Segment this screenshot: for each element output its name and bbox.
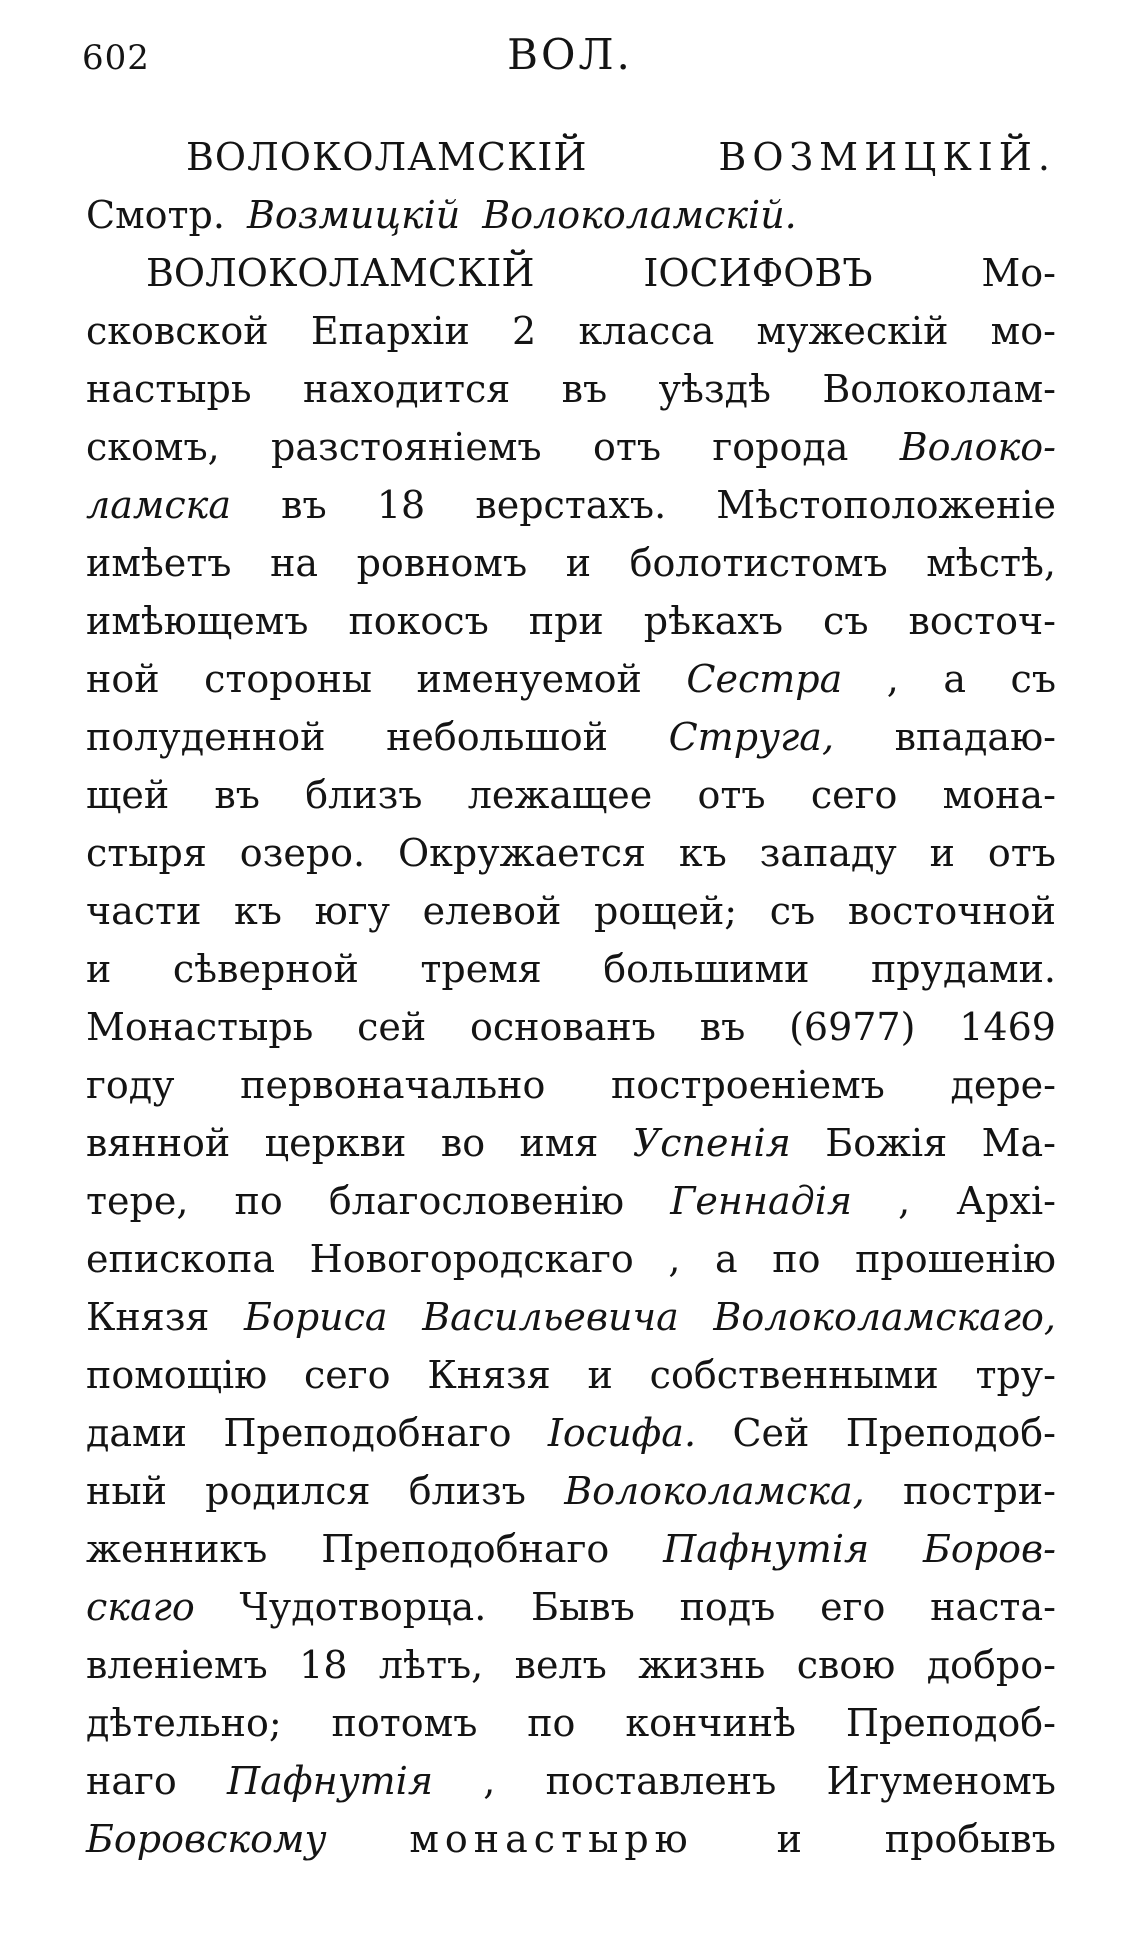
word: наста- xyxy=(930,1585,1056,1629)
entry-iosifov xyxy=(86,244,1056,1868)
word: разстояніемъ xyxy=(271,425,542,469)
word: Мо- xyxy=(981,251,1056,295)
word: сего xyxy=(304,1353,391,1397)
word: а xyxy=(715,1237,738,1281)
word: близъ xyxy=(305,773,423,817)
word: Преподоб- xyxy=(845,1701,1056,1745)
cross-reference-target-second: Волоколамскій. xyxy=(482,193,797,237)
text-line xyxy=(86,1288,1056,1346)
word: епископа xyxy=(86,1237,276,1281)
word: (6977) xyxy=(789,1005,916,1049)
word: класса xyxy=(578,309,715,353)
word: озеро. xyxy=(239,831,366,875)
word: лѣтъ, xyxy=(378,1643,484,1687)
text-line xyxy=(86,1462,1056,1520)
word: щей xyxy=(86,773,170,817)
word: жизнь xyxy=(638,1643,766,1687)
entry-headword-second: ВОЗМИЦКІЙ. xyxy=(718,135,1056,179)
word: съ xyxy=(823,599,869,643)
word: дере- xyxy=(950,1063,1056,1107)
word: 2 xyxy=(512,309,537,353)
word: Игуменомъ xyxy=(826,1759,1056,1803)
word: Монастырь xyxy=(86,1005,314,1049)
word: его xyxy=(820,1585,886,1629)
text-line xyxy=(86,534,1056,592)
italic-word: Боров- xyxy=(923,1527,1056,1571)
word: по xyxy=(772,1237,821,1281)
text-line xyxy=(86,360,1056,418)
word: потомъ xyxy=(331,1701,478,1745)
word: тере, xyxy=(86,1179,189,1223)
word: сей xyxy=(357,1005,427,1049)
page-header xyxy=(0,30,1140,90)
word: съ xyxy=(769,889,816,933)
word: 18 xyxy=(376,483,426,527)
word: восточ- xyxy=(908,599,1056,643)
word: сковской xyxy=(86,309,269,353)
word: ровномъ xyxy=(356,541,528,585)
text-line xyxy=(86,244,1056,302)
word: вянной xyxy=(86,1121,231,1165)
word: помощію xyxy=(86,1353,268,1397)
word: впадаю- xyxy=(894,715,1056,759)
word: по xyxy=(527,1701,576,1745)
word: именуемой xyxy=(416,657,642,701)
word: Преподобнаго xyxy=(223,1411,512,1455)
word: верстахъ. xyxy=(475,483,667,527)
word: родился xyxy=(205,1469,371,1513)
word: къ xyxy=(678,831,727,875)
word: Князя xyxy=(86,1295,210,1339)
word: на xyxy=(270,541,319,585)
word: построеніемъ xyxy=(610,1063,885,1107)
text-line xyxy=(86,418,1056,476)
word: ной xyxy=(86,657,160,701)
word: къ xyxy=(234,889,282,933)
text-line xyxy=(86,592,1056,650)
word: Божія xyxy=(825,1121,948,1165)
word: отъ xyxy=(987,831,1056,875)
page-number: 602 xyxy=(82,38,150,78)
word: подъ xyxy=(679,1585,776,1629)
text-line xyxy=(86,1404,1056,1462)
text-line xyxy=(86,940,1056,998)
italic-word: Боровскому xyxy=(86,1817,327,1861)
see-label: Смотр. xyxy=(86,193,225,237)
word: ный xyxy=(86,1469,167,1513)
word: дами xyxy=(86,1411,187,1455)
italic-word: Іосифа. xyxy=(547,1411,697,1455)
text-line xyxy=(86,708,1056,766)
word: болотистомъ xyxy=(629,541,888,585)
word: Князя xyxy=(427,1353,551,1397)
word: во xyxy=(440,1121,486,1165)
word: полуденной xyxy=(86,715,326,759)
word: постри- xyxy=(902,1469,1056,1513)
text-line xyxy=(86,766,1056,824)
word: находится xyxy=(302,367,511,411)
word: прудами. xyxy=(870,947,1056,991)
text-line xyxy=(86,882,1056,940)
word: Мѣстоположеніе xyxy=(716,483,1056,527)
word: 18 xyxy=(299,1643,348,1687)
word: при xyxy=(528,599,604,643)
word: рѣкахъ xyxy=(643,599,784,643)
text-line xyxy=(86,1230,1056,1288)
word: году xyxy=(86,1063,175,1107)
page-body xyxy=(86,128,1056,1868)
entry-heading-line xyxy=(86,128,1056,186)
word: , xyxy=(898,1179,911,1223)
word: наго xyxy=(86,1759,177,1803)
word: скомъ, xyxy=(86,425,220,469)
word: , xyxy=(668,1237,681,1281)
italic-word: Успенія xyxy=(632,1121,791,1165)
word: и xyxy=(565,541,592,585)
word: настырь xyxy=(86,367,252,411)
word: , xyxy=(886,657,899,701)
word: отъ xyxy=(697,773,766,817)
italic-word: Сестра xyxy=(686,657,843,701)
word: добро- xyxy=(926,1643,1056,1687)
cross-reference-line xyxy=(86,186,1056,244)
word: Бывъ xyxy=(531,1585,635,1629)
word: сего xyxy=(810,773,898,817)
italic-word: Струга, xyxy=(668,715,835,759)
italic-word: ламска xyxy=(86,483,231,527)
word: женникъ xyxy=(86,1527,268,1571)
word: Волоколам- xyxy=(822,367,1056,411)
cross-reference-target: Возмицкій xyxy=(246,193,461,237)
italic-word: Бориса xyxy=(244,1295,388,1339)
entry-headword: ВОЛОКОЛАМСКІЙ xyxy=(186,135,588,179)
word: монастырю xyxy=(409,1817,694,1861)
word: ВОЛОКОЛАМСКІЙ xyxy=(146,251,535,295)
text-line xyxy=(86,476,1056,534)
word: кончинѣ xyxy=(625,1701,796,1745)
word: уѣздѣ xyxy=(658,367,771,411)
word: восточной xyxy=(847,889,1056,933)
word: Преподобнаго xyxy=(321,1527,610,1571)
word: мо- xyxy=(990,309,1056,353)
text-line xyxy=(86,302,1056,360)
word: Окружается xyxy=(397,831,646,875)
word: Архі- xyxy=(956,1179,1056,1223)
text-line xyxy=(86,998,1056,1056)
word: лежащее xyxy=(467,773,653,817)
word: 1469 xyxy=(959,1005,1056,1049)
word: и xyxy=(776,1817,802,1861)
word: мужескій xyxy=(756,309,949,353)
word: мѣстѣ, xyxy=(926,541,1056,585)
text-line xyxy=(86,1694,1056,1752)
word: города xyxy=(712,425,849,469)
word: въ xyxy=(214,773,260,817)
text-line xyxy=(86,1346,1056,1404)
word: Чудотворца. xyxy=(239,1585,487,1629)
word: рощей; xyxy=(593,889,738,933)
word: по xyxy=(234,1179,283,1223)
word: а xyxy=(943,657,967,701)
word: прошенію xyxy=(855,1237,1056,1281)
word: ІОСИФОВЪ xyxy=(643,251,873,295)
word: въ xyxy=(561,367,608,411)
word: , xyxy=(483,1759,496,1803)
word: Новогородскаго xyxy=(309,1237,634,1281)
italic-word: скаго xyxy=(86,1585,195,1629)
word: дѣтельно; xyxy=(86,1701,282,1745)
italic-word: Волоколамскаго, xyxy=(713,1295,1056,1339)
word: имя xyxy=(519,1121,599,1165)
word: въ xyxy=(281,483,327,527)
italic-word: Пафнутія xyxy=(663,1527,870,1571)
text-line xyxy=(86,1752,1056,1810)
word: свою xyxy=(796,1643,896,1687)
word: отъ xyxy=(592,425,662,469)
word: церкви xyxy=(264,1121,407,1165)
word: собственными xyxy=(649,1353,939,1397)
word: Ма- xyxy=(981,1121,1056,1165)
text-line xyxy=(86,1520,1056,1578)
text-line xyxy=(86,1578,1056,1636)
italic-word: Геннадія xyxy=(670,1179,853,1223)
word: Сей xyxy=(732,1411,810,1455)
entry-vozmitsky xyxy=(86,128,1056,244)
italic-word: Васильевича xyxy=(422,1295,679,1339)
text-line xyxy=(86,1056,1056,1114)
word: тремя xyxy=(420,947,542,991)
word: стыря xyxy=(86,831,207,875)
word: Епархіи xyxy=(310,309,470,353)
word: поставленъ xyxy=(545,1759,777,1803)
word: пробывъ xyxy=(884,1817,1056,1861)
word: Преподоб- xyxy=(845,1411,1056,1455)
word: елевой xyxy=(422,889,562,933)
word: покосъ xyxy=(348,599,489,643)
word: мона- xyxy=(942,773,1056,817)
italic-word: Пафнутія xyxy=(227,1759,433,1803)
word: близъ xyxy=(408,1469,526,1513)
word: и xyxy=(929,831,955,875)
text-line xyxy=(86,1114,1056,1172)
word: имѣющемъ xyxy=(86,599,309,643)
word: западу xyxy=(759,831,897,875)
word: большими xyxy=(603,947,810,991)
word: и xyxy=(86,947,112,991)
word: стороны xyxy=(204,657,373,701)
text-line xyxy=(86,824,1056,882)
word: велъ xyxy=(514,1643,607,1687)
text-line xyxy=(86,1810,1056,1868)
word: благословенію xyxy=(328,1179,625,1223)
word: въ xyxy=(699,1005,746,1049)
word: съ xyxy=(1010,657,1056,701)
word: сѣверной xyxy=(172,947,359,991)
word: первоначально xyxy=(240,1063,546,1107)
running-head: ВОЛ. xyxy=(507,30,633,79)
text-line xyxy=(86,1172,1056,1230)
word: части xyxy=(86,889,202,933)
italic-word: Волоколамска, xyxy=(564,1469,865,1513)
text-line xyxy=(86,1636,1056,1694)
word: югу xyxy=(314,889,390,933)
word: и xyxy=(587,1353,613,1397)
word: имѣетъ xyxy=(86,541,232,585)
italic-word: Волоко- xyxy=(899,425,1056,469)
word: основанъ xyxy=(470,1005,656,1049)
word: тру- xyxy=(975,1353,1056,1397)
word: вленіемъ xyxy=(86,1643,268,1687)
text-line xyxy=(86,650,1056,708)
word: небольшой xyxy=(386,715,608,759)
